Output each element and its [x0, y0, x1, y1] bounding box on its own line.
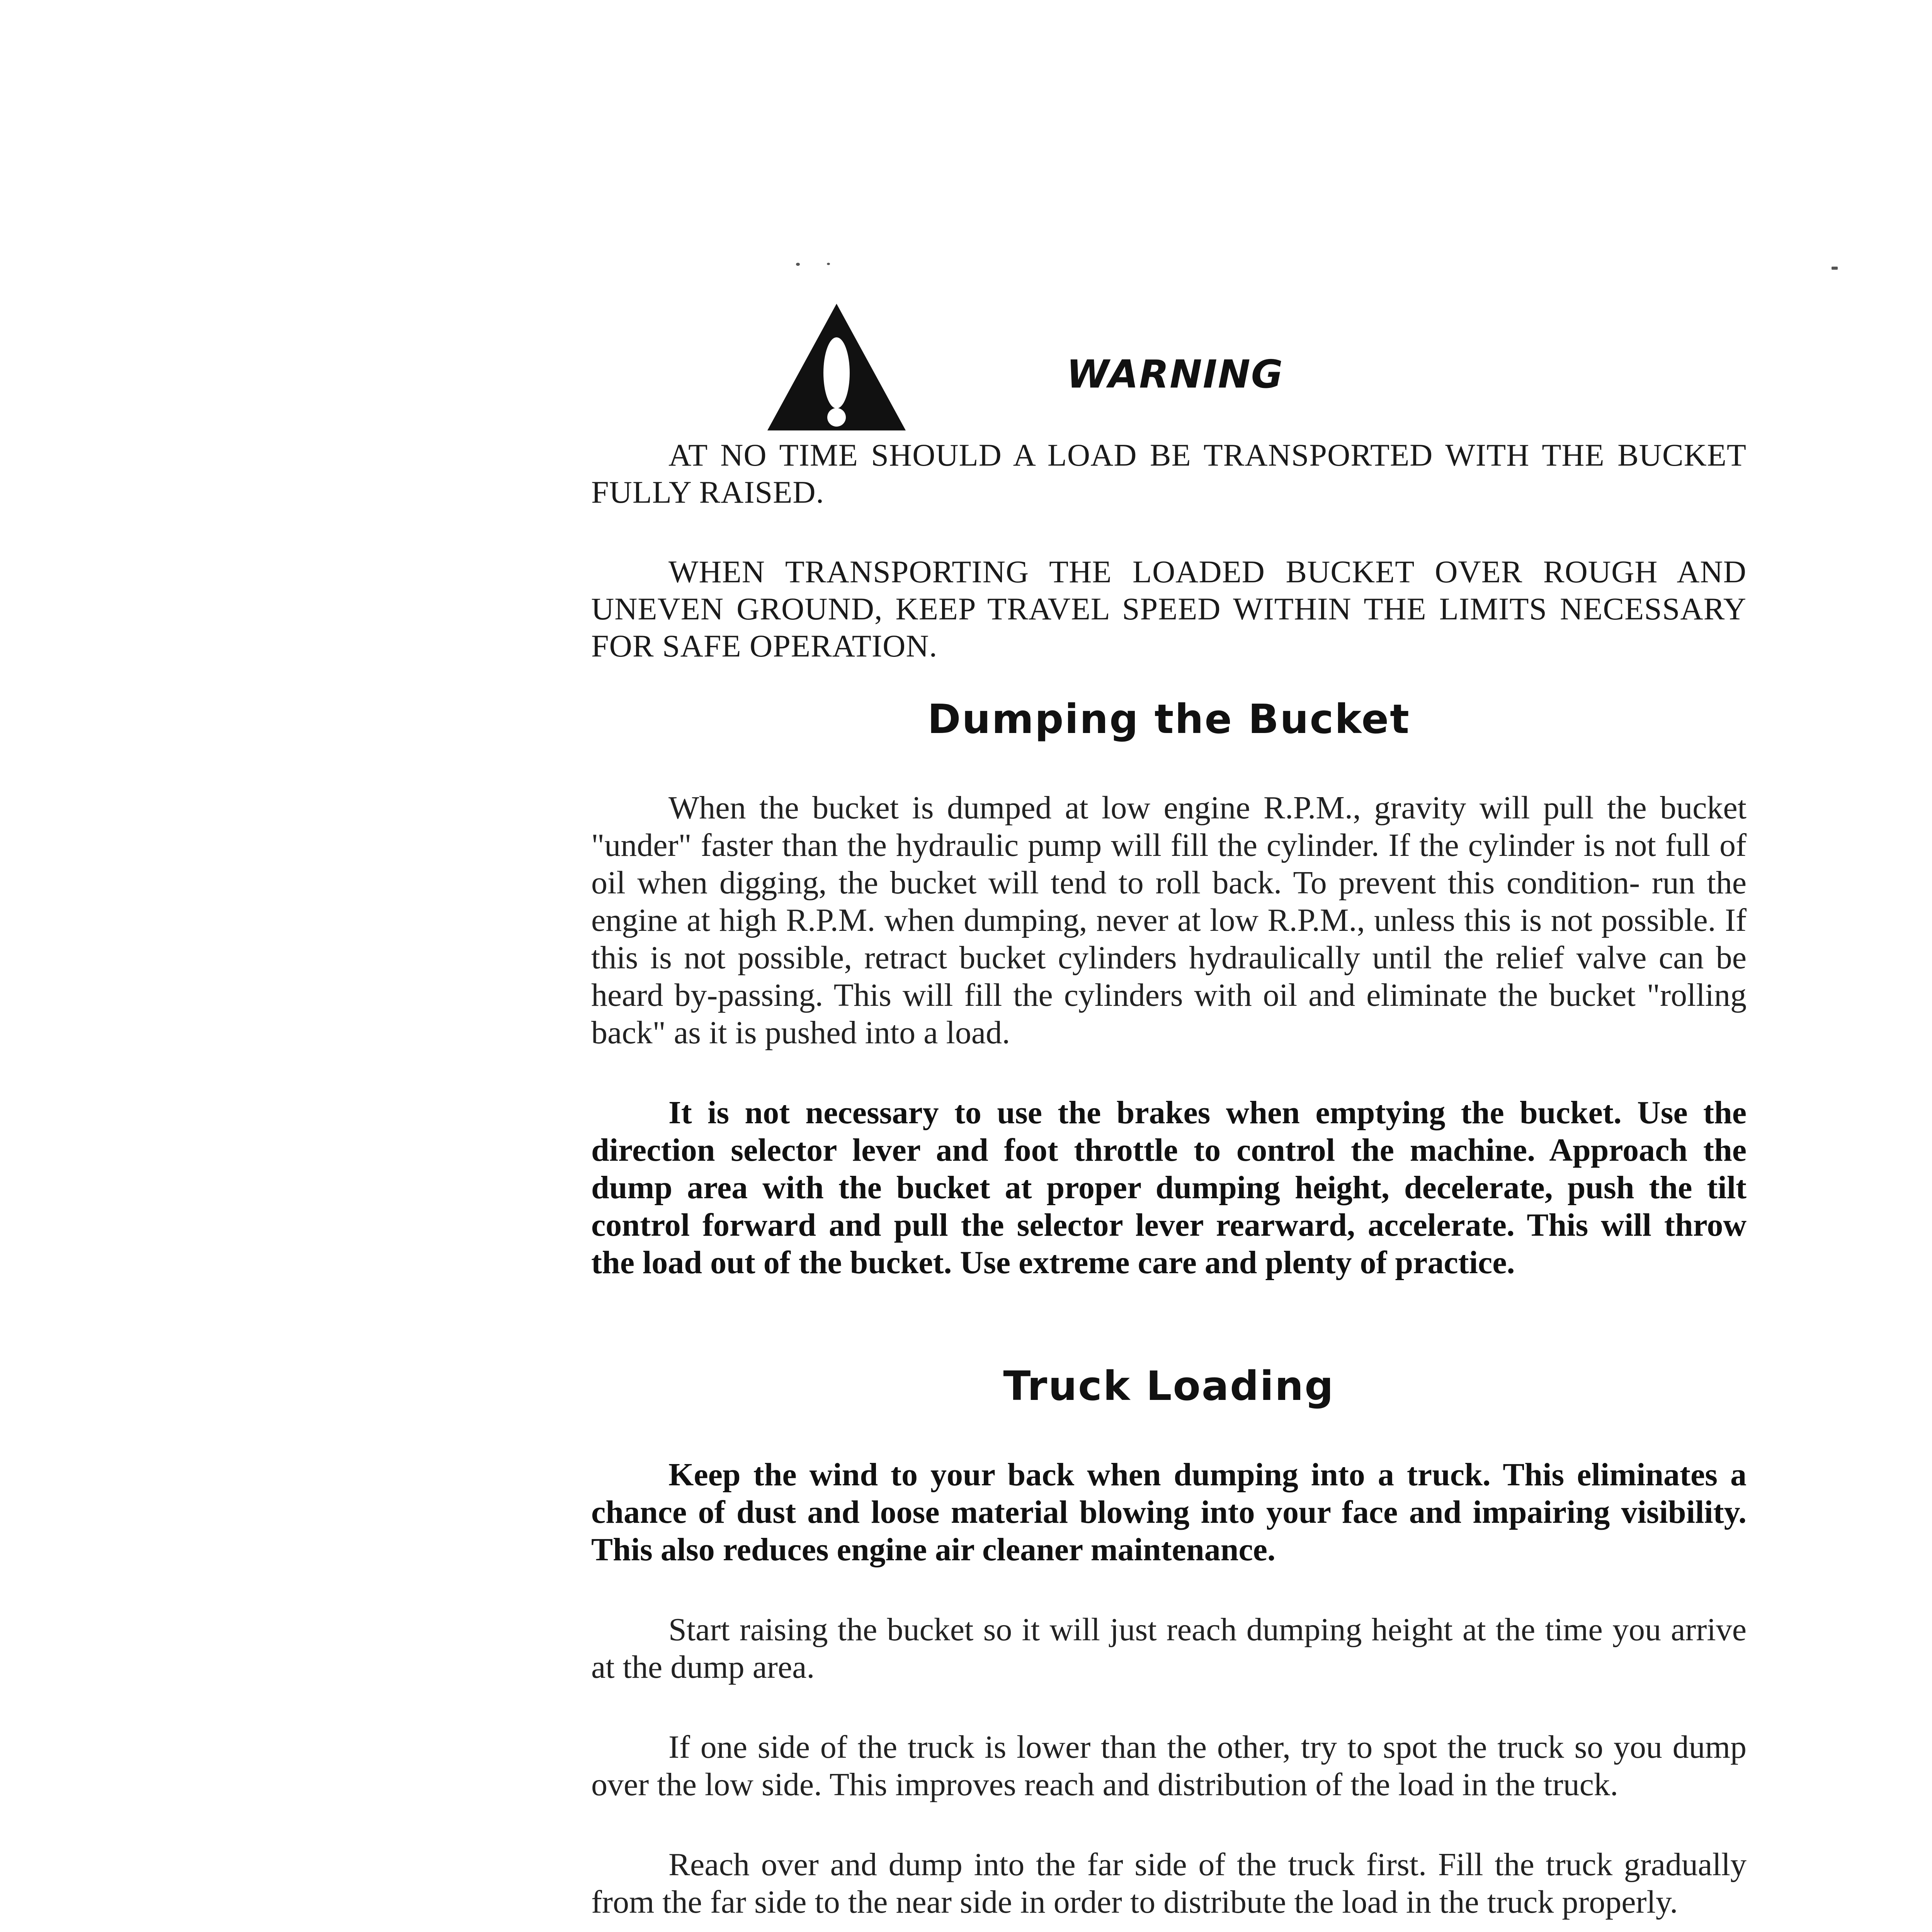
body-paragraph: When the bucket is dumped at low engine R.P.M., gravity will pull the bucket "under" faster than the hydraulic pump will fill the cylinder. If the cylinder is not full of oil when digging, the bucket will tend to roll back. To prevent this condition- run the engine at high R.P.M. when dumping, never at low R.P.M., unless this is not possible. If this is not possible, retract bucket cylinders hydraulically until the relief valve can be heard by-passing. This will fill the cylinders with oil and eliminate the bucket "rolling back" as it is pushed into a load.	[591, 790, 1747, 1051]
scan-speck	[827, 263, 830, 265]
body-paragraph: Keep the wind to your back when dumping into a truck. This eliminates a chance of dust and loose material blowing into your face and impairing visibility. This also reduces engine air cleaner maintenance.	[591, 1457, 1747, 1568]
section-title-dumping: Dumping the Bucket	[927, 696, 1410, 743]
warning-header	[591, 301, 1747, 437]
content-column	[591, 301, 1747, 1921]
warning-triangle-icon	[765, 301, 908, 433]
dumping-section	[591, 696, 1747, 1281]
scan-speck	[1832, 267, 1838, 270]
body-paragraph: Reach over and dump into the far side of the truck first. Fill the truck gradually from the far side to the near side in order to distribute the load in the truck properly.	[591, 1847, 1747, 1920]
section-title-truck: Truck Loading	[1003, 1362, 1335, 1410]
warning-paragraph: AT NO TIME SHOULD A LOAD BE TRANSPORTED WITH THE BUCKET FULLY RAISED.	[591, 437, 1747, 510]
body-paragraph: Start raising the bucket so it will just reach dumping height at the time you arrive at the dump area.	[591, 1612, 1747, 1685]
warning-paragraph: WHEN TRANSPORTING THE LOADED BUCKET OVER ROUGH AND UNEVEN GROUND, KEEP TRAVEL SPEED WITHIN THE LIMITS NECESSARY FOR SAFE OPERATION.	[591, 554, 1747, 663]
warning-block	[591, 301, 1747, 665]
body-paragraph: It is not necessary to use the brakes when emptying the bucket. Use the direction selector lever and foot throttle to control the machine. Approach the dump area with the bucket at proper dumping height, decelerate, push the tilt control forward and pull the selector lever rearward, accelerate. This will throw the load out of the bucket. Use extreme care and plenty of practice.	[591, 1095, 1747, 1281]
scan-speck	[796, 263, 800, 266]
truck-section	[591, 1362, 1747, 1921]
warning-heading: WARNING	[1066, 352, 1284, 397]
body-paragraph: If one side of the truck is lower than the other, try to spot the truck so you dump over the low side. This improves reach and distribution of the load in the truck.	[591, 1729, 1747, 1803]
